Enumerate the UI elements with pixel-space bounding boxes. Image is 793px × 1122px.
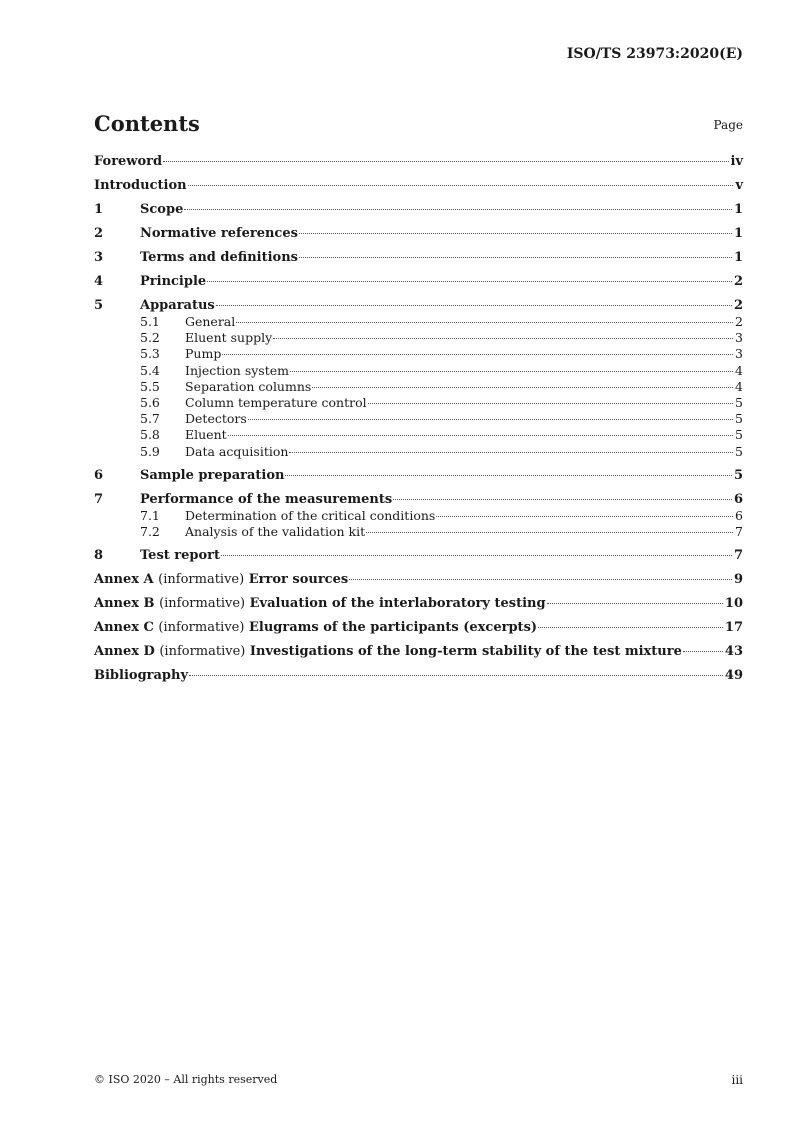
- page-title: Contents: [94, 111, 200, 136]
- toc-leader-dots: [366, 532, 733, 533]
- toc-entry-number: 5.8: [140, 427, 160, 443]
- toc-entry-number: 5.7: [140, 411, 160, 427]
- toc-entry[interactable]: [94, 395, 743, 411]
- toc-entry[interactable]: [94, 644, 743, 660]
- toc-entry-number: 5.6: [140, 395, 160, 411]
- toc-leader-dots: [299, 233, 732, 234]
- toc-annex-title: Error sources: [248, 572, 349, 588]
- toc-leader-dots: [683, 651, 723, 652]
- toc-entry[interactable]: [94, 314, 743, 330]
- toc-entry[interactable]: [94, 363, 743, 379]
- document-id: ISO/TS 23973:2020(E): [566, 46, 743, 62]
- toc-annex-note: (informative): [159, 644, 246, 660]
- toc-leader-dots: [184, 209, 732, 210]
- toc-entry-title: Data acquisition: [185, 443, 289, 459]
- toc-entry-title: Injection system: [185, 362, 289, 378]
- toc-leader-dots: [368, 403, 733, 404]
- toc-entry-title: Detectors: [185, 411, 247, 427]
- toc-annex-label: Annex C: [94, 620, 154, 636]
- toc-annex-title: Evaluation of the interlaboratory testing: [249, 596, 546, 612]
- toc-entry-title: Principle: [140, 274, 207, 289]
- toc-entry-title: Performance of the measurements: [140, 491, 393, 507]
- toc-entry-title: Scope: [140, 202, 184, 217]
- toc-entry[interactable]: [94, 596, 743, 612]
- toc-entry-title: Introduction: [94, 178, 187, 193]
- toc-entry-page: 7: [733, 548, 743, 564]
- toc-entry-page: 4: [735, 362, 743, 378]
- toc-entry-page: 1: [733, 226, 743, 241]
- toc-entry[interactable]: [94, 508, 743, 524]
- toc-entry[interactable]: [94, 492, 743, 508]
- toc-entry[interactable]: [94, 548, 743, 564]
- toc-annex-label: Annex A: [94, 572, 154, 588]
- toc-leader-dots: [236, 322, 733, 323]
- toc-entry-page: 1: [733, 250, 743, 265]
- toc-entry-number: 7: [94, 491, 104, 507]
- toc-entry[interactable]: [94, 620, 743, 636]
- toc-entry-page: 4: [735, 378, 743, 394]
- footer-copyright: © ISO 2020 – All rights reserved: [94, 1073, 278, 1086]
- toc-entry[interactable]: [94, 154, 743, 170]
- toc-leader-dots: [273, 338, 733, 339]
- toc-entry-title: Apparatus: [140, 298, 215, 313]
- toc-annex-label: Annex D: [94, 644, 155, 660]
- toc-entry-number: 7.2: [140, 524, 160, 540]
- toc-entry-page: 9: [733, 572, 743, 588]
- toc-entry-number: 5.5: [140, 378, 160, 394]
- toc-entry-title: General: [185, 314, 236, 329]
- toc-entry[interactable]: [94, 178, 743, 194]
- toc-entry[interactable]: [94, 226, 743, 242]
- toc-entry-title: [94, 596, 546, 612]
- toc-entry-page: 2: [735, 314, 743, 329]
- toc-leader-dots: [436, 516, 733, 517]
- toc-leader-dots: [349, 579, 732, 580]
- toc-entry-number: 6: [94, 467, 104, 483]
- toc-entry-title: [94, 620, 537, 636]
- toc-entry-number: 5.9: [140, 443, 160, 459]
- toc-entry-page: 17: [724, 620, 743, 636]
- toc-entry-number: 5.1: [140, 314, 160, 329]
- toc-entry[interactable]: [94, 298, 743, 314]
- toc-entry-number: 5: [94, 298, 104, 313]
- toc-entry-title: Normative references: [140, 226, 298, 241]
- toc-leader-dots: [299, 257, 732, 258]
- toc-entry-number: 5.2: [140, 330, 160, 346]
- toc-entry-page: 10: [724, 596, 743, 612]
- toc-leader-dots: [538, 627, 723, 628]
- toc-annex-label: Annex B: [94, 596, 155, 612]
- toc-leader-dots: [207, 281, 732, 282]
- toc-entry-title: Column temperature control: [185, 395, 367, 411]
- toc-entry-title: Pump: [185, 346, 222, 362]
- toc-entry-title: Eluent: [185, 427, 227, 443]
- toc-entry-number: 8: [94, 548, 104, 564]
- toc-leader-dots: [216, 305, 732, 306]
- toc-entry-number: 5.4: [140, 362, 160, 378]
- toc-entry-page: 3: [735, 346, 743, 362]
- toc-entry-page: 7: [735, 524, 743, 540]
- toc-leader-dots: [221, 555, 732, 556]
- toc-leader-dots: [393, 499, 732, 500]
- toc-entry-title: Foreword: [94, 154, 163, 169]
- toc-entry-title: Test report: [140, 548, 221, 564]
- toc-entry-page: 5: [735, 427, 743, 443]
- page-column-label: Page: [713, 118, 743, 132]
- toc-entry-title: Eluent supply: [185, 330, 273, 346]
- toc-leader-dots: [163, 161, 728, 162]
- toc-entry-page: 5: [735, 411, 743, 427]
- toc-entry-page: 49: [724, 668, 743, 684]
- toc-entry[interactable]: [94, 411, 743, 427]
- toc-leader-dots: [289, 452, 733, 453]
- footer-page-number: iii: [731, 1073, 743, 1087]
- toc-entry-title: [94, 644, 682, 660]
- toc-entry[interactable]: [94, 330, 743, 346]
- toc-entry-page: 43: [724, 644, 743, 660]
- toc-entry-number: 2: [94, 226, 104, 241]
- toc-leader-dots: [189, 675, 723, 676]
- toc-annex-note: (informative): [158, 572, 245, 588]
- toc-leader-dots: [222, 354, 733, 355]
- toc-entry-title: Sample preparation: [140, 467, 285, 483]
- toc-entry-page: 3: [735, 330, 743, 346]
- toc-entry-page: iv: [730, 154, 743, 169]
- toc-entry-number: 1: [94, 202, 104, 217]
- toc-entry[interactable]: [94, 202, 743, 218]
- toc-entry-page: 6: [733, 491, 743, 507]
- toc-annex-title: Investigations of the long-term stability of the test mixture: [249, 644, 682, 660]
- toc-entry-title: [94, 572, 348, 588]
- table-of-contents: [94, 154, 743, 684]
- toc-leader-dots: [248, 419, 733, 420]
- toc-annex-note: (informative): [159, 596, 246, 612]
- toc-entry[interactable]: [94, 668, 743, 684]
- toc-leader-dots: [547, 603, 723, 604]
- toc-entry-number: 7.1: [140, 507, 160, 523]
- toc-entry-page: 2: [733, 274, 743, 289]
- toc-entry[interactable]: [94, 572, 743, 588]
- toc-annex-note: (informative): [158, 620, 245, 636]
- toc-entry-title: Determination of the critical conditions: [185, 507, 436, 523]
- toc-entry-page: 1: [733, 202, 743, 217]
- toc-leader-dots: [290, 371, 733, 372]
- toc-leader-dots: [312, 387, 733, 388]
- toc-entry-page: 2: [733, 298, 743, 313]
- toc-entry[interactable]: [94, 444, 743, 460]
- toc-entry[interactable]: [94, 427, 743, 443]
- toc-entry[interactable]: [94, 346, 743, 362]
- toc-entry-title: Separation columns: [185, 378, 312, 394]
- toc-entry-page: v: [735, 178, 743, 193]
- toc-entry-page: 5: [735, 395, 743, 411]
- toc-entry[interactable]: [94, 379, 743, 395]
- toc-entry[interactable]: [94, 524, 743, 540]
- toc-entry[interactable]: [94, 250, 743, 266]
- toc-entry-page: 6: [735, 507, 743, 523]
- toc-entry-number: 4: [94, 274, 104, 289]
- toc-leader-dots: [285, 475, 731, 476]
- toc-entry[interactable]: [94, 468, 743, 484]
- toc-entry-title: Terms and definitions: [140, 250, 298, 265]
- toc-entry-page: 5: [733, 467, 743, 483]
- toc-leader-dots: [188, 185, 734, 186]
- toc-entry-page: 5: [735, 443, 743, 459]
- toc-entry-number: 5.3: [140, 346, 160, 362]
- toc-leader-dots: [228, 435, 733, 436]
- toc-entry[interactable]: [94, 274, 743, 290]
- toc-entry-title: Analysis of the validation kit: [185, 524, 366, 540]
- toc-entry-number: 3: [94, 250, 104, 265]
- toc-annex-title: Elugrams of the participants (excerpts): [248, 620, 538, 636]
- toc-entry-title: Bibliography: [94, 668, 189, 684]
